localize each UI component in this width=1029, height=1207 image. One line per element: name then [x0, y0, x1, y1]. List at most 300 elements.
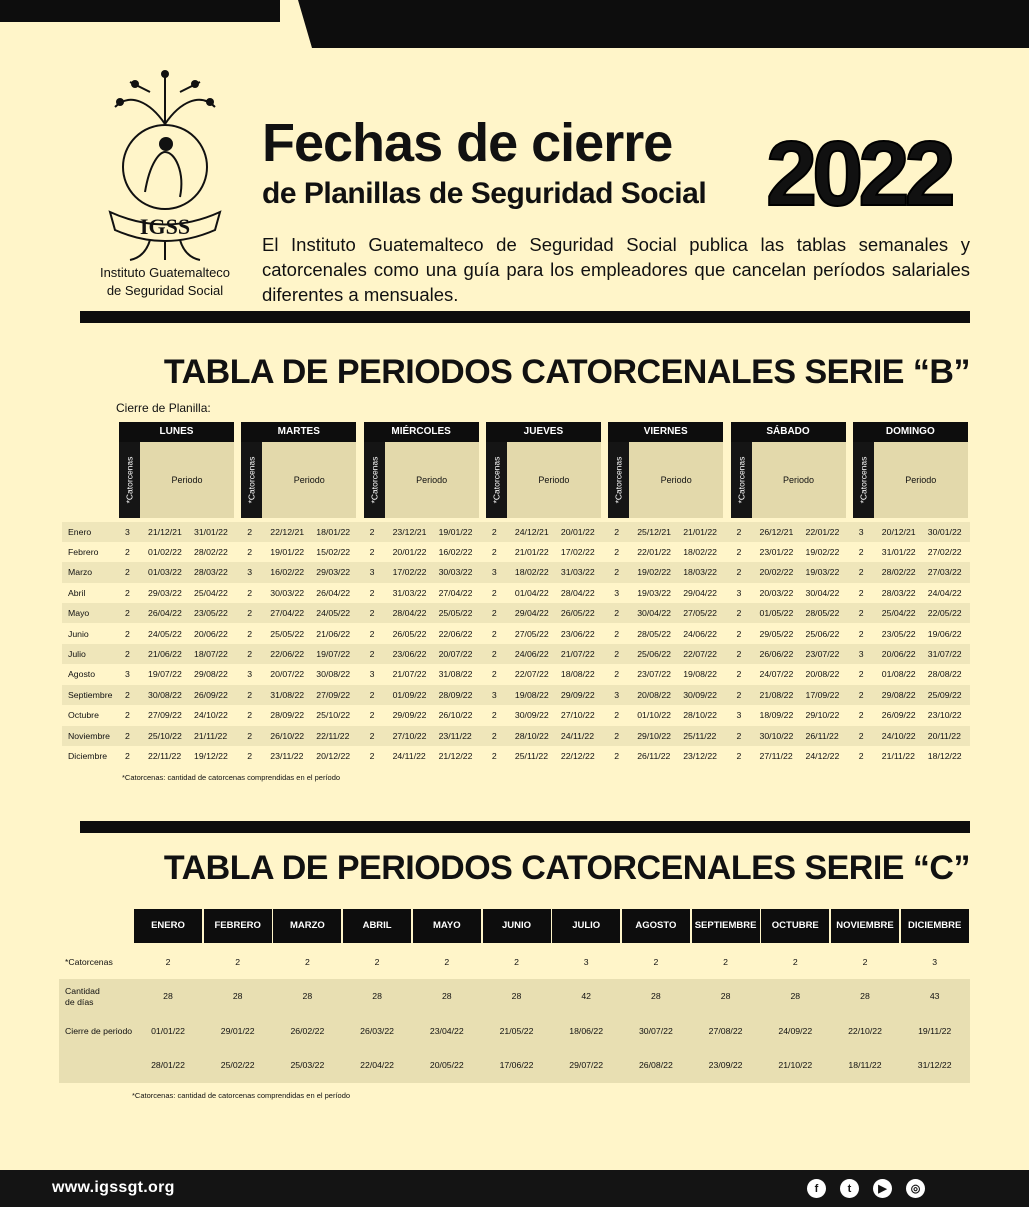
day-subheader [486, 442, 601, 518]
day-column-header [486, 422, 601, 518]
top-band-left [0, 0, 280, 22]
period-end: 18/03/22 [683, 567, 718, 578]
month-label: Octubre [68, 710, 99, 721]
month-column-header: NOVIEMBRE [831, 909, 899, 943]
period-start: 01/08/22 [881, 669, 916, 680]
catorcenas-count: 2 [235, 957, 241, 967]
period-end: 26/05/22 [560, 608, 595, 619]
catorcenas-header [853, 442, 874, 518]
catorcenas-count: 2 [858, 730, 864, 741]
twitter-icon[interactable]: t [840, 1179, 859, 1198]
catorcenas-count: 2 [736, 750, 742, 761]
period-end: 18/11/22 [848, 1060, 882, 1070]
table-row [62, 562, 970, 582]
period-start: 30/07/22 [638, 1026, 673, 1036]
top-band-right [298, 0, 1029, 48]
youtube-icon[interactable]: ▶ [873, 1179, 892, 1198]
month-label: Diciembre [68, 750, 108, 761]
period-start: 29/04/22 [514, 608, 549, 619]
catorcenas-count: 2 [858, 587, 864, 598]
period-end: 28/09/22 [438, 689, 473, 700]
period-start: 24/05/22 [148, 628, 182, 639]
period-start: 31/03/22 [392, 587, 427, 598]
period-end: 21/11/22 [194, 730, 228, 741]
period-start: 18/06/22 [569, 1026, 604, 1036]
period-end: 31/03/22 [560, 567, 595, 578]
period-start: 30/03/22 [270, 587, 305, 598]
month-column-header: FEBRERO [204, 909, 272, 943]
catorcenas-count: 3 [369, 567, 375, 578]
day-name: DOMINGO [853, 422, 968, 442]
catorcenas-count: 2 [125, 628, 130, 639]
logo-institution-name: Instituto Guatemalteco de Seguridad Social [99, 265, 231, 298]
period-end: 25/02/22 [220, 1060, 255, 1070]
period-start: 20/07/22 [270, 669, 305, 680]
catorcenas-count: 2 [736, 608, 742, 619]
month-column-header: JULIO [552, 909, 620, 943]
period-end: 30/04/22 [805, 587, 840, 598]
period-start: 27/09/22 [148, 710, 182, 721]
catorcenas-count: 2 [369, 648, 375, 659]
serie-c-title: TABLA DE PERIODOS CATORCENALES SERIE “C” [163, 849, 970, 887]
period-end: 27/04/22 [438, 587, 473, 598]
period-end: 29/09/22 [560, 689, 595, 700]
day-column-header [853, 422, 968, 518]
period-start: 21/11/22 [881, 750, 915, 761]
period-start: 01/05/22 [759, 608, 794, 619]
period-end: 18/07/22 [194, 648, 228, 659]
period-start: 19/01/22 [270, 546, 305, 557]
period-end: 18/01/22 [316, 526, 351, 537]
period-end: 29/03/22 [316, 567, 351, 578]
period-start: 22/10/22 [848, 1026, 882, 1036]
period-end: 30/01/22 [927, 526, 962, 537]
period-end: 21/06/22 [316, 628, 351, 639]
catorcenas-count: 2 [614, 710, 620, 721]
catorcenas-header [119, 442, 140, 518]
catorcenas-count: 2 [247, 628, 253, 639]
periodo-label: Periodo [752, 442, 846, 518]
day-subheader [364, 442, 479, 518]
catorcenas-count: 3 [932, 957, 938, 967]
day-subheader [119, 442, 234, 518]
period-end: 28/03/22 [194, 567, 228, 578]
day-subheader [853, 442, 968, 518]
days-count: 28 [790, 991, 801, 1001]
catorcenas-label: *Catorcenas [491, 456, 502, 504]
catorcenas-count: 2 [247, 710, 253, 721]
period-end: 17/09/22 [805, 689, 840, 700]
period-end: 21/10/22 [778, 1060, 813, 1070]
table-row [62, 726, 970, 746]
catorcenas-count: 2 [165, 957, 171, 967]
period-end: 28/01/22 [151, 1060, 185, 1070]
month-label: Noviembre [68, 730, 111, 741]
period-end: 25/05/22 [438, 608, 473, 619]
period-start: 27/11/22 [759, 750, 793, 761]
period-end: 19/08/22 [683, 669, 718, 680]
catorcenas-count: 2 [514, 957, 519, 967]
days-count: 28 [372, 991, 382, 1001]
period-start: 29/03/22 [148, 587, 182, 598]
catorcenas-count: 2 [736, 669, 742, 680]
period-end: 23/11/22 [438, 730, 472, 741]
catorcenas-label: *Catorcenas [613, 456, 624, 504]
period-start: 21/12/21 [148, 526, 182, 537]
period-start: 01/02/22 [148, 546, 182, 557]
catorcenas-count: 3 [369, 669, 375, 680]
period-start: 25/05/22 [270, 628, 305, 639]
day-column-header [241, 422, 356, 518]
period-end: 19/06/22 [927, 628, 962, 639]
period-start: 26/02/22 [290, 1026, 325, 1036]
period-start: 31/08/22 [270, 689, 305, 700]
catorcenas-count: 2 [369, 710, 375, 721]
catorcenas-count: 2 [723, 957, 729, 967]
catorcenas-count: 3 [583, 957, 589, 967]
period-start: 01/03/22 [148, 567, 182, 578]
period-end: 26/09/22 [194, 689, 228, 700]
website-link[interactable]: www.igssgt.org [52, 1179, 175, 1196]
period-start: 29/10/22 [637, 730, 672, 741]
period-start: 18/02/22 [514, 567, 549, 578]
period-end: 30/09/22 [683, 689, 718, 700]
page-title: Fechas de cierre [262, 113, 673, 173]
catorcenas-count: 2 [125, 567, 130, 578]
catorcenas-count: 2 [858, 669, 864, 680]
igss-mark: IGSS [139, 214, 191, 239]
month-column-header: DICIEMBRE [901, 909, 969, 943]
cierre-end-row [59, 1049, 970, 1083]
catorcenas-count: 2 [369, 608, 375, 619]
catorcenas-count: 2 [614, 526, 620, 537]
period-end: 22/01/22 [805, 526, 840, 537]
catorcenas-count: 3 [125, 669, 130, 680]
period-end: 22/05/22 [927, 608, 962, 619]
period-end: 26/04/22 [316, 587, 351, 598]
period-end: 22/04/22 [360, 1060, 394, 1070]
day-column-header [119, 422, 234, 518]
catorcenas-count: 2 [369, 587, 375, 598]
period-start: 25/10/22 [148, 730, 182, 741]
period-end: 16/02/22 [438, 546, 473, 557]
period-end: 20/07/22 [438, 648, 473, 659]
month-label: Marzo [68, 567, 93, 578]
day-name: LUNES [119, 422, 234, 442]
period-start: 01/10/22 [637, 710, 672, 721]
catorcenas-count: 2 [858, 546, 864, 557]
period-start: 27/10/22 [392, 730, 427, 741]
catorcenas-count: 2 [862, 957, 868, 967]
period-start: 26/10/22 [270, 730, 305, 741]
catorcenas-count: 2 [369, 689, 375, 700]
period-end: 28/05/22 [805, 608, 840, 619]
month-column-header: AGOSTO [622, 909, 690, 943]
period-start: 26/12/21 [759, 526, 794, 537]
catorcenas-row [59, 947, 970, 979]
catorcenas-count: 2 [614, 608, 620, 619]
period-start: 19/11/22 [918, 1026, 952, 1036]
day-name: MARTES [241, 422, 356, 442]
catorcenas-header [608, 442, 629, 518]
period-start: 29/09/22 [392, 710, 427, 721]
catorcenas-count: 2 [858, 628, 864, 639]
periodo-label: Periodo [629, 442, 723, 518]
facebook-icon[interactable]: f [807, 1179, 826, 1198]
period-start: 26/06/22 [759, 648, 794, 659]
period-start: 27/08/22 [708, 1026, 743, 1036]
catorcenas-count: 2 [491, 730, 497, 741]
day-column-header [731, 422, 846, 518]
period-end: 24/12/22 [805, 750, 840, 761]
period-end: 23/05/22 [194, 608, 228, 619]
catorcenas-label: *Catorcenas [369, 456, 380, 504]
period-end: 27/10/22 [560, 710, 595, 721]
period-end: 23/07/22 [805, 648, 840, 659]
period-start: 27/05/22 [514, 628, 549, 639]
period-end: 15/02/22 [316, 546, 351, 557]
period-start: 27/04/22 [270, 608, 305, 619]
days-count: 28 [651, 991, 661, 1001]
month-column-header: ENERO [134, 909, 202, 943]
catorcenas-count: 2 [125, 730, 130, 741]
period-end: 20/05/22 [429, 1060, 464, 1070]
serie-c-note: *Catorcenas: cantidad de catorcenas comprendidas en el período [132, 1091, 351, 1100]
period-start: 17/02/22 [392, 567, 427, 578]
period-end: 30/03/22 [438, 567, 473, 578]
period-end: 21/07/22 [560, 648, 595, 659]
catorcenas-count: 3 [858, 648, 864, 659]
catorcenas-label: *Catorcenas [124, 456, 135, 504]
period-start: 26/05/22 [392, 628, 427, 639]
catorcenas-header [364, 442, 385, 518]
period-end: 18/08/22 [560, 669, 595, 680]
period-start: 25/12/21 [637, 526, 672, 537]
period-start: 25/11/22 [514, 750, 549, 761]
period-end: 27/09/22 [316, 689, 351, 700]
catorcenas-count: 2 [858, 567, 864, 578]
year-heading: 2022 [766, 123, 951, 225]
period-start: 29/05/22 [759, 628, 794, 639]
catorcenas-count: 3 [247, 567, 253, 578]
period-end: 19/02/22 [805, 546, 840, 557]
period-end: 28/08/22 [927, 669, 962, 680]
period-start: 01/09/22 [392, 689, 427, 700]
period-start: 21/06/22 [148, 648, 182, 659]
period-start: 26/03/22 [360, 1026, 394, 1036]
period-end: 22/12/22 [560, 750, 595, 761]
day-subheader [241, 442, 356, 518]
catorcenas-count: 2 [369, 730, 375, 741]
days-count: 28 [302, 991, 313, 1001]
period-start: 26/11/22 [637, 750, 671, 761]
period-end: 27/05/22 [683, 608, 718, 619]
catorcenas-count: 2 [125, 689, 130, 700]
days-count: 28 [860, 991, 870, 1001]
table-row [62, 583, 970, 603]
period-start: 21/01/22 [514, 546, 549, 557]
period-end: 22/07/22 [683, 648, 718, 659]
dias-row [59, 979, 970, 1015]
month-column-header: MARZO [273, 909, 341, 943]
period-end: 23/10/22 [927, 710, 962, 721]
catorcenas-count: 2 [374, 957, 380, 967]
instagram-icon[interactable]: ◎ [906, 1179, 925, 1198]
catorcenas-count: 2 [736, 730, 742, 741]
month-label: Julio [68, 648, 86, 659]
period-end: 25/11/22 [683, 730, 717, 741]
month-label: Abril [68, 587, 86, 598]
period-start: 21/05/22 [499, 1026, 534, 1036]
days-count: 28 [511, 991, 522, 1001]
catorcenas-count: 3 [491, 689, 497, 700]
catorcenas-count: 2 [491, 587, 497, 598]
cierre-start-row [59, 1015, 970, 1049]
period-start: 23/11/22 [270, 750, 304, 761]
period-end: 29/10/22 [805, 710, 840, 721]
period-start: 24/07/22 [759, 669, 794, 680]
catorcenas-count: 2 [858, 710, 864, 721]
catorcenas-header [486, 442, 507, 518]
table-row [62, 705, 970, 725]
table-row [62, 685, 970, 705]
period-end: 21/12/22 [438, 750, 473, 761]
days-count: 28 [720, 991, 731, 1001]
day-subheader [731, 442, 846, 518]
period-start: 22/01/22 [637, 546, 672, 557]
period-start: 30/10/22 [759, 730, 794, 741]
catorcenas-count: 2 [247, 546, 253, 557]
catorcenas-count: 2 [736, 648, 742, 659]
period-end: 25/09/22 [927, 689, 962, 700]
periodo-label: Periodo [385, 442, 479, 518]
table-row [62, 664, 970, 684]
catorcenas-count: 3 [125, 526, 130, 537]
period-start: 20/06/22 [881, 648, 916, 659]
period-start: 24/09/22 [778, 1026, 813, 1036]
catorcenas-count: 2 [491, 648, 497, 659]
period-start: 20/03/22 [759, 587, 794, 598]
period-start: 21/08/22 [759, 689, 794, 700]
period-start: 20/12/21 [881, 526, 916, 537]
month-column-header: MAYO [413, 909, 481, 943]
table-row [62, 644, 970, 664]
catorcenas-count: 2 [653, 957, 659, 967]
day-subheader [608, 442, 723, 518]
period-start: 24/11/22 [392, 750, 426, 761]
period-start: 22/11/22 [148, 750, 182, 761]
period-end: 19/07/22 [316, 648, 351, 659]
divider-rule [80, 311, 970, 323]
day-column-header [608, 422, 723, 518]
period-end: 26/08/22 [638, 1060, 673, 1070]
catorcenas-count: 2 [614, 730, 620, 741]
period-start: 25/04/22 [881, 608, 916, 619]
catorcenas-count: 2 [858, 608, 864, 619]
periodo-label: Periodo [874, 442, 968, 518]
catorcenas-count: 2 [491, 750, 497, 761]
catorcenas-count: 2 [369, 750, 375, 761]
period-end: 22/11/22 [316, 730, 350, 741]
period-end: 23/06/22 [560, 628, 595, 639]
catorcenas-count: 3 [736, 587, 742, 598]
period-end: 20/08/22 [805, 669, 840, 680]
period-start: 25/06/22 [637, 648, 672, 659]
page-subtitle: de Planillas de Seguridad Social [262, 177, 707, 210]
day-name: JUEVES [486, 422, 601, 442]
period-start: 30/09/22 [514, 710, 549, 721]
period-start: 19/03/22 [637, 587, 672, 598]
period-end: 25/04/22 [194, 587, 228, 598]
period-start: 24/06/22 [514, 648, 549, 659]
period-end: 24/05/22 [316, 608, 351, 619]
period-start: 24/12/21 [514, 526, 549, 537]
period-end: 28/02/22 [194, 546, 228, 557]
period-start: 28/05/22 [637, 628, 672, 639]
catorcenas-count: 2 [491, 608, 497, 619]
days-count: 28 [441, 991, 452, 1001]
period-start: 31/01/22 [881, 546, 916, 557]
period-start: 18/09/22 [759, 710, 794, 721]
catorcenas-count: 2 [247, 730, 253, 741]
catorcenas-count: 2 [858, 750, 864, 761]
day-name: SÁBADO [731, 422, 846, 442]
period-start: 22/12/21 [270, 526, 305, 537]
month-label: Septiembre [68, 689, 113, 700]
period-end: 19/12/22 [194, 750, 228, 761]
table-row [62, 746, 970, 766]
period-end: 31/12/22 [917, 1060, 952, 1070]
catorcenas-count: 2 [125, 750, 130, 761]
catorcenas-count: 2 [614, 567, 620, 578]
month-label: Enero [68, 526, 92, 537]
period-end: 26/11/22 [805, 730, 839, 741]
catorcenas-count: 2 [125, 546, 130, 557]
period-end: 25/03/22 [290, 1060, 325, 1070]
catorcenas-count: 2 [614, 628, 620, 639]
catorcenas-count: 2 [614, 750, 620, 761]
period-start: 24/10/22 [881, 730, 916, 741]
days-count: 28 [232, 991, 243, 1001]
table-row [62, 603, 970, 623]
serie-b-note: *Catorcenas: cantidad de catorcenas comprendidas en el período [122, 773, 341, 782]
catorcenas-header [731, 442, 752, 518]
period-end: 23/12/22 [683, 750, 718, 761]
month-column-header: SEPTIEMBRE [692, 909, 760, 943]
period-start: 26/09/22 [881, 710, 916, 721]
days-count: 28 [163, 991, 173, 1001]
period-start: 23/01/22 [759, 546, 794, 557]
catorcenas-count: 2 [125, 710, 130, 721]
period-start: 21/07/22 [392, 669, 427, 680]
period-end: 29/07/22 [569, 1060, 604, 1070]
month-column-header: ABRIL [343, 909, 411, 943]
period-end: 19/01/22 [438, 526, 473, 537]
catorcenas-count: 2 [125, 648, 130, 659]
period-start: 22/07/22 [514, 669, 549, 680]
catorcenas-count: 2 [736, 567, 742, 578]
days-count: 42 [581, 991, 592, 1001]
period-end: 20/01/22 [560, 526, 595, 537]
period-end: 31/08/22 [438, 669, 473, 680]
catorcenas-count: 2 [736, 628, 742, 639]
period-end: 23/09/22 [708, 1060, 743, 1070]
period-end: 26/10/22 [438, 710, 473, 721]
cierre-planilla-label: Cierre de Planilla: [116, 401, 211, 415]
period-start: 01/01/22 [151, 1026, 185, 1036]
period-start: 29/01/22 [220, 1026, 255, 1036]
period-start: 29/08/22 [881, 689, 916, 700]
